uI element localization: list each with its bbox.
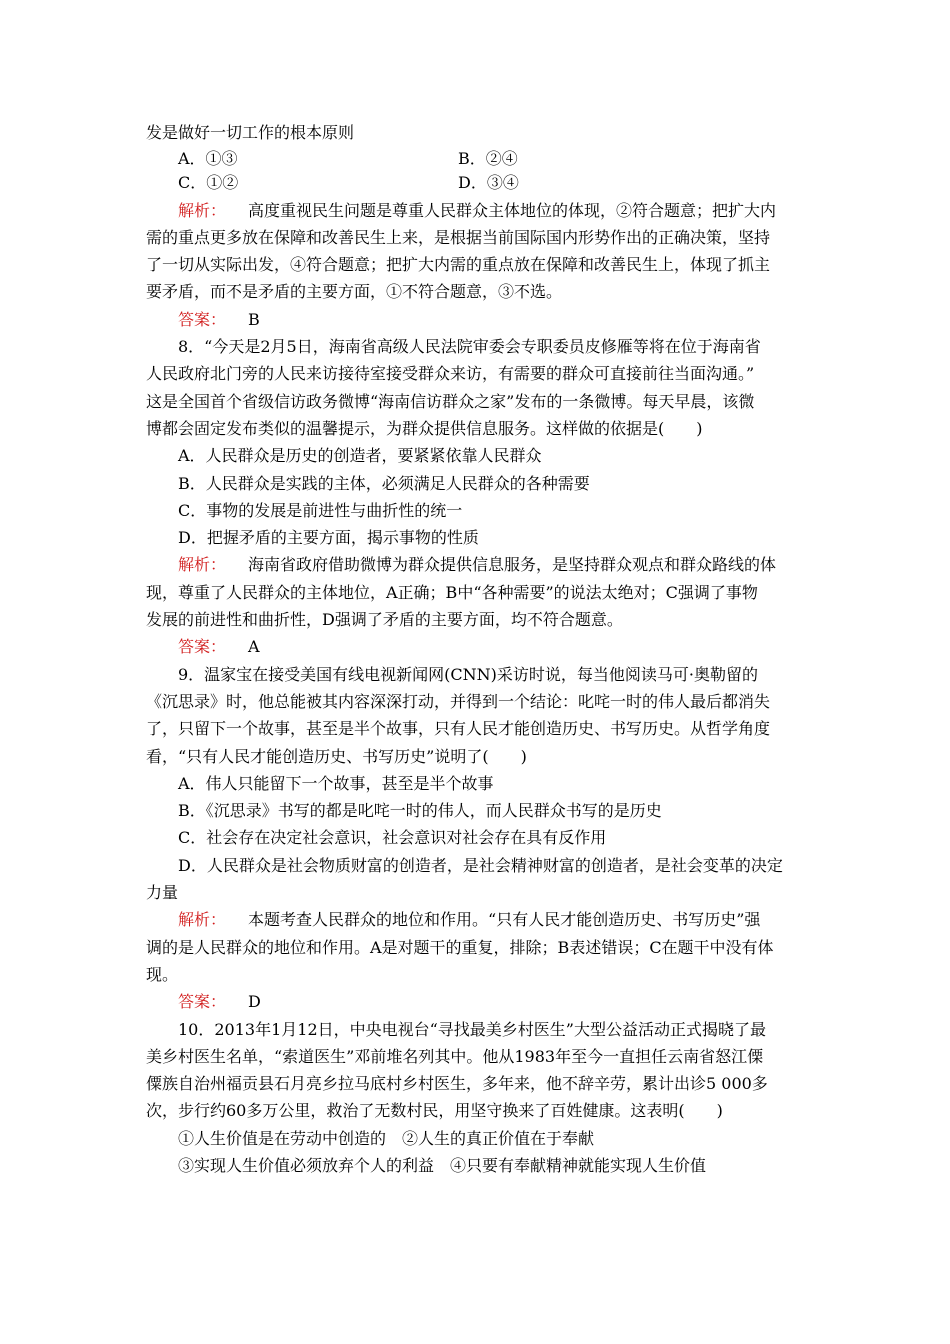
- q9-option-c: C．社会存在决定社会意识，社会意识对社会存在具有反作用: [178, 828, 607, 848]
- q9-analysis-line: 现。: [146, 964, 179, 984]
- q9-analysis-line: [146, 906, 816, 933]
- q8-option-b: B．人民群众是实践的主体，必须满足人民群众的各种需要: [178, 473, 590, 493]
- q9-stem-line: 了，只留下一个故事，甚至是半个故事，只有人民才能创造历史、书写历史。从哲学角度: [146, 719, 771, 739]
- analysis-label: 解析：: [178, 555, 227, 575]
- q7-analysis-line: 了一切从实际出发，④符合题意；把扩大内需的重点放在保障和改善民生上，体现了抓主: [146, 255, 771, 275]
- answer-label: 答案：: [178, 309, 227, 329]
- q7-stem-tail: 发是做好一切工作的根本原则: [146, 123, 355, 142]
- q8-stem-line: 这是全国首个省级信访政务微博“海南信访群众之家”发布的一条微博。每天早晨，该微: [146, 391, 755, 411]
- analysis-text: 高度重视民生问题是尊重人民群众主体地位的体现，②符合题意；把扩大内: [248, 200, 777, 220]
- q7-option-a: A．①③: [178, 149, 238, 169]
- q10-stem-line: 次，步行约60多万公里，救治了无数村民，用坚守换来了百姓健康。这表明( ): [146, 1101, 723, 1121]
- q8-stem-line: 8．“今天是2月5日，海南省高级人民法院审委会专职委员皮修雁等将在位于海南省: [178, 337, 761, 357]
- q9-option-d-tail: 力量: [146, 883, 179, 903]
- q9-option-b: B．《沉思录》书写的都是叱咤一时的伟人，而人民群众书写的是历史: [178, 801, 662, 821]
- answer-label: 答案：: [178, 637, 227, 657]
- answer-value: B: [248, 309, 260, 329]
- q8-stem-line: 人民政府北门旁的人民来访接待室接受群众来访，有需要的群众可直接前往当面沟通。”: [146, 364, 755, 384]
- q8-analysis-line: [146, 551, 816, 578]
- q8-option-a: A．人民群众是历史的创造者，要紧紧依靠人民群众: [178, 446, 542, 466]
- q9-analysis-line: 调的是人民群众的地位和作用。A是对题干的重复，排除；B表述错误；C在题干中没有体: [146, 937, 774, 957]
- q10-choice-line: ③实现人生价值必须放弃个人的利益 ④只要有奉献精神就能实现人生价值: [178, 1155, 707, 1175]
- analysis-label: 解析：: [178, 910, 227, 930]
- q8-analysis-line: 发展的前进性和曲折性，D强调了矛盾的主要方面，均不符合题意。: [146, 610, 623, 630]
- q10-stem-line: 僳族自治州福贡县石月亮乡拉马底村乡村医生，多年来，他不辞辛劳，累计出诊5 000多: [146, 1074, 768, 1094]
- q8-stem-line: 博都会固定发布类似的温馨提示，为群众提供信息服务。这样做的依据是( ): [146, 418, 703, 438]
- q7-answer: [146, 306, 816, 333]
- q7-options-row-1: [146, 146, 816, 169]
- answer-value: A: [248, 637, 260, 657]
- answer-label: 答案：: [178, 992, 227, 1012]
- analysis-text: 本题考查人民群众的地位和作用。“只有人民才能创造历史、书写历史”强: [248, 910, 761, 930]
- q9-stem-line: 《沉思录》时，他总能被其内容深深打动，并得到一个结论：叱咤一时的伟人最后都消失: [146, 691, 771, 711]
- q7-option-d: D．③④: [458, 173, 519, 193]
- q10-choice-line: ①人生价值是在劳动中创造的 ②人生的真正价值在于奉献: [178, 1128, 595, 1148]
- answer-value: D: [248, 992, 261, 1012]
- q9-answer: [146, 988, 816, 1015]
- q9-stem-line: 看，“只有人民才能创造历史、书写历史”说明了( ): [146, 746, 527, 766]
- q9-option-d: D．人民群众是社会物质财富的创造者，是社会精神财富的创造者，是社会变革的决定: [178, 855, 783, 875]
- analysis-text: 海南省政府借助微博为群众提供信息服务，是坚持群众观点和群众路线的体: [248, 555, 777, 575]
- q8-analysis-line: 现，尊重了人民群众的主体地位，A正确；B中“各种需要”的说法太绝对；C强调了事物: [146, 582, 758, 602]
- q10-stem-line: 美乡村医生名单，“索道医生”邓前堆名列其中。他从1983年至今一直担任云南省怒江傈: [146, 1046, 764, 1066]
- q7-options-row-2: [146, 169, 816, 196]
- q7-analysis-line: 要矛盾，而不是矛盾的主要方面，①不符合题意，③不选。: [146, 282, 563, 302]
- q8-option-c: C．事物的发展是前进性与曲折性的统一: [178, 500, 463, 520]
- q10-stem-line: 10．2013年1月12日，中央电视台“寻找最美乡村医生”大型公益活动正式揭晓了最: [178, 1019, 766, 1039]
- page-content: [146, 119, 816, 1179]
- q9-option-a: A．伟人只能留下一个故事，甚至是半个故事: [178, 773, 494, 793]
- q7-analysis-line: 需的重点更多放在保障和改善民生上来，是根据当前国际国内形势作出的正确决策，坚持: [146, 227, 771, 247]
- q9-stem-line: 9．温家宝在接受美国有线电视新闻网(CNN)采访时说，每当他阅读马可·奥勒留的: [178, 664, 758, 684]
- q7-analysis-line: [146, 197, 816, 224]
- q7-option-b: B．②④: [458, 149, 518, 169]
- q8-answer: [146, 633, 816, 660]
- q7-option-c: C．①②: [178, 173, 239, 193]
- q8-option-d: D．把握矛盾的主要方面，揭示事物的性质: [178, 528, 479, 548]
- analysis-label: 解析：: [178, 200, 227, 220]
